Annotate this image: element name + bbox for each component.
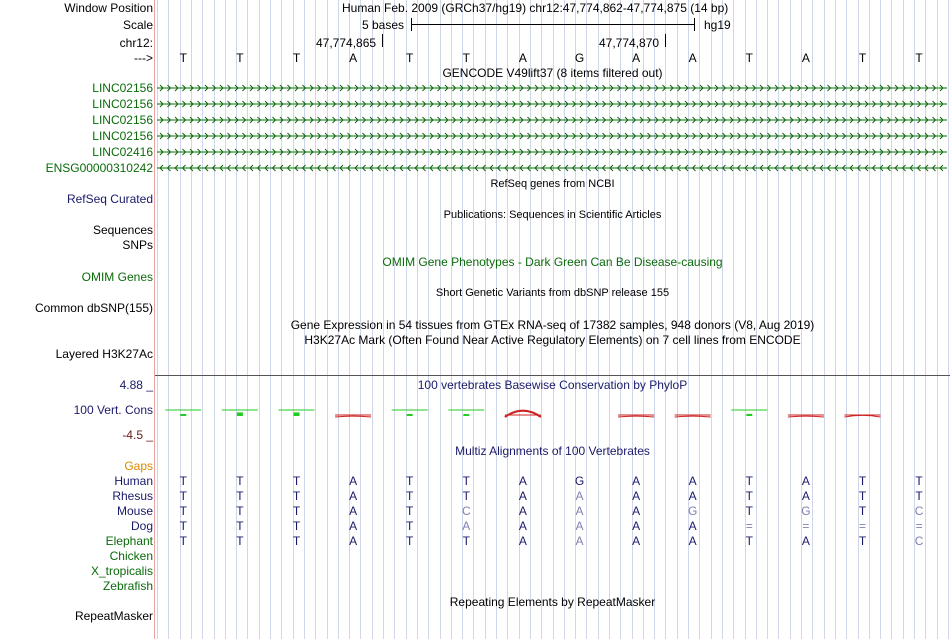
alignment-base: T xyxy=(292,519,301,533)
phylop-peak xyxy=(335,416,371,417)
species-label[interactable]: Dog xyxy=(130,519,153,533)
gencode-title[interactable]: GENCODE V49lift37 (8 items filtered out) xyxy=(442,66,663,80)
species-label[interactable]: Elephant xyxy=(105,534,153,548)
alignment-base: A xyxy=(349,489,358,503)
alignment-base: C xyxy=(461,504,471,518)
alignment-base: T xyxy=(858,534,867,548)
alignment-base: T xyxy=(858,504,867,518)
gene-label[interactable]: LINC02156 xyxy=(92,113,153,127)
phylop-bar xyxy=(180,414,186,416)
sequence-base: T xyxy=(179,51,187,65)
alignment-base: A xyxy=(632,519,641,533)
species-label[interactable]: Rhesus xyxy=(112,489,153,503)
alignment-base: T xyxy=(406,519,414,533)
publications-title[interactable]: Publications: Sequences in Scientific Articles xyxy=(443,209,662,221)
alignment-base: A xyxy=(632,534,641,548)
alignment-base: T xyxy=(858,489,867,503)
alignment-base: A xyxy=(575,489,584,503)
sequence-base: A xyxy=(518,51,527,65)
phylop-peak xyxy=(675,416,711,417)
sequence-base: T xyxy=(915,51,923,65)
phylop-peak xyxy=(618,416,654,417)
sequence-base: T xyxy=(858,51,867,65)
alignment-base: A xyxy=(349,504,358,518)
alignment-base: A xyxy=(462,519,471,533)
alignment-base: = xyxy=(858,519,866,533)
alignment-base: T xyxy=(858,474,867,488)
alignment-base: A xyxy=(575,519,584,533)
alignment-base: = xyxy=(915,519,923,533)
alignment-base: G xyxy=(688,504,698,518)
alignment-base: T xyxy=(179,519,187,533)
alignment-base: T xyxy=(915,474,923,488)
alignment-base: A xyxy=(688,489,697,503)
phylop-bar xyxy=(237,412,243,416)
phylop-peak xyxy=(505,411,541,417)
alignment-base: A xyxy=(518,504,527,518)
sequence-base: T xyxy=(406,51,414,65)
sequence-base: T xyxy=(236,51,244,65)
refseq-label[interactable]: RefSeq Curated xyxy=(66,192,153,206)
gene-label[interactable]: LINC02156 xyxy=(92,81,153,95)
coord-2: 47,774,870 xyxy=(599,36,660,50)
phylop-min: -4.5 _ xyxy=(122,428,153,442)
alignment-base: T xyxy=(236,504,244,518)
alignment-base: T xyxy=(915,489,923,503)
alignment-base: A xyxy=(518,489,527,503)
omim-title[interactable]: OMIM Gene Phenotypes - Dark Green Can Be Disease-causing xyxy=(382,255,723,269)
alignment-base: = xyxy=(802,519,810,533)
phylop-peak xyxy=(788,416,824,417)
gene-label[interactable]: LINC02416 xyxy=(92,145,153,159)
position-text: Human Feb. 2009 (GRCh37/hg19) chr12:47,774,862-47,774,875 (14 bp) xyxy=(342,1,729,15)
alignment-base: T xyxy=(745,489,753,503)
alignment-base: T xyxy=(406,489,414,503)
sequence-base: A xyxy=(801,51,810,65)
alignment-base: T xyxy=(179,489,187,503)
alignment-base: A xyxy=(688,534,697,548)
chrom-label: chr12: xyxy=(119,36,153,50)
gtex-title[interactable]: Gene Expression in 54 tissues from GTEx RNA-seq of 17382 samples, 948 donors (V8, Aug 2019) xyxy=(290,318,815,332)
alignment-base: T xyxy=(745,474,753,488)
alignment-base: T xyxy=(462,474,470,488)
species-label[interactable]: X_tropicalis xyxy=(90,564,153,578)
alignment-base: A xyxy=(801,474,810,488)
assembly-label: hg19 xyxy=(704,18,731,32)
alignment-base: A xyxy=(518,519,527,533)
alignment-base: A xyxy=(632,504,641,518)
alignment-base: T xyxy=(745,534,753,548)
window-position-label: Window Position xyxy=(64,1,153,15)
alignment-base: T xyxy=(406,534,414,548)
alignment-base: = xyxy=(745,519,753,533)
scale-text: 5 bases xyxy=(362,18,405,32)
alignment-base: T xyxy=(462,489,470,503)
alignment-base: A xyxy=(632,474,641,488)
omim-label[interactable]: OMIM Genes xyxy=(81,270,153,284)
gene-label[interactable]: LINC02156 xyxy=(92,129,153,143)
alignment-base: T xyxy=(236,489,244,503)
alignment-base: T xyxy=(236,474,244,488)
sequence-base: A xyxy=(632,51,641,65)
alignment-base: A xyxy=(349,519,358,533)
alignment-base: G xyxy=(574,474,585,488)
alignment-base: T xyxy=(179,504,187,518)
gaps-label: Gaps xyxy=(124,459,153,473)
phylop-title[interactable]: 100 vertebrates Basewise Conservation by PhyloP xyxy=(417,378,688,392)
sequence-base: T xyxy=(462,51,470,65)
refseq-title[interactable]: RefSeq genes from NCBI xyxy=(490,178,615,190)
species-label[interactable]: Mouse xyxy=(116,504,153,518)
alignment-base: T xyxy=(179,474,187,488)
alignment-base: T xyxy=(292,504,301,518)
species-label[interactable]: Chicken xyxy=(109,549,153,563)
alignment-base: A xyxy=(688,474,697,488)
alignment-base: T xyxy=(406,504,414,518)
alignment-base: A xyxy=(518,534,527,548)
alignment-base: T xyxy=(292,534,301,548)
alignment-base: T xyxy=(179,534,187,548)
sequences-label[interactable]: Sequences xyxy=(92,223,153,237)
phylop-bar xyxy=(463,414,469,416)
alignment-base: A xyxy=(349,474,358,488)
sequence-base: T xyxy=(745,51,753,65)
alignment-base: A xyxy=(349,534,358,548)
alignment-base: T xyxy=(745,504,753,518)
alignment-base: A xyxy=(801,534,810,548)
coord-1: 47,774,865 xyxy=(316,36,377,50)
phylop-label[interactable]: 100 Vert. Cons xyxy=(73,403,153,417)
strand-label: ---> xyxy=(134,51,153,65)
alignment-base: A xyxy=(801,489,810,503)
alignment-base: T xyxy=(292,489,301,503)
dbsnp-label[interactable]: Common dbSNP(155) xyxy=(34,301,153,315)
alignment-base: A xyxy=(575,534,584,548)
phylop-peak xyxy=(845,415,881,417)
alignment-base: T xyxy=(292,474,301,488)
repeat-title[interactable]: Repeating Elements by RepeatMasker xyxy=(449,595,656,609)
scale-label: Scale xyxy=(122,18,153,32)
alignment-base: C xyxy=(914,504,924,518)
sequence-base: G xyxy=(574,51,585,65)
alignment-base: T xyxy=(236,519,244,533)
gene-label[interactable]: ENSG00000310242 xyxy=(45,161,153,175)
alignment-base: A xyxy=(518,474,527,488)
sequence-base: T xyxy=(292,51,301,65)
alignment-base: C xyxy=(914,534,924,548)
repeat-label[interactable]: RepeatMasker xyxy=(74,609,153,623)
phylop-bar xyxy=(746,414,752,416)
alignment-base: T xyxy=(236,534,244,548)
h3k27ac-label[interactable]: Layered H3K27Ac xyxy=(55,347,153,361)
alignment-base: A xyxy=(688,519,697,533)
alignment-base: T xyxy=(406,474,414,488)
alignment-base: A xyxy=(575,504,584,518)
gene-label[interactable]: LINC02156 xyxy=(92,97,153,111)
multiz-title[interactable]: Multiz Alignments of 100 Vertebrates xyxy=(455,444,650,458)
phylop-max: 4.88 _ xyxy=(119,378,153,392)
alignment-base: T xyxy=(462,534,470,548)
snps-label[interactable]: SNPs xyxy=(122,238,153,252)
alignment-base: A xyxy=(632,489,641,503)
sequence-base: A xyxy=(349,51,358,65)
phylop-bar xyxy=(294,412,300,416)
dbsnp-title[interactable]: Short Genetic Variants from dbSNP release 155 xyxy=(435,287,670,299)
sequence-base: A xyxy=(688,51,697,65)
phylop-bar xyxy=(407,414,413,416)
alignment-base: G xyxy=(801,504,811,518)
species-label[interactable]: Human xyxy=(114,474,153,488)
h3k27ac-title[interactable]: H3K27Ac Mark (Often Found Near Active Regulatory Elements) on 7 cell lines from ENCODE xyxy=(304,333,801,347)
species-label[interactable]: Zebrafish xyxy=(102,579,153,593)
